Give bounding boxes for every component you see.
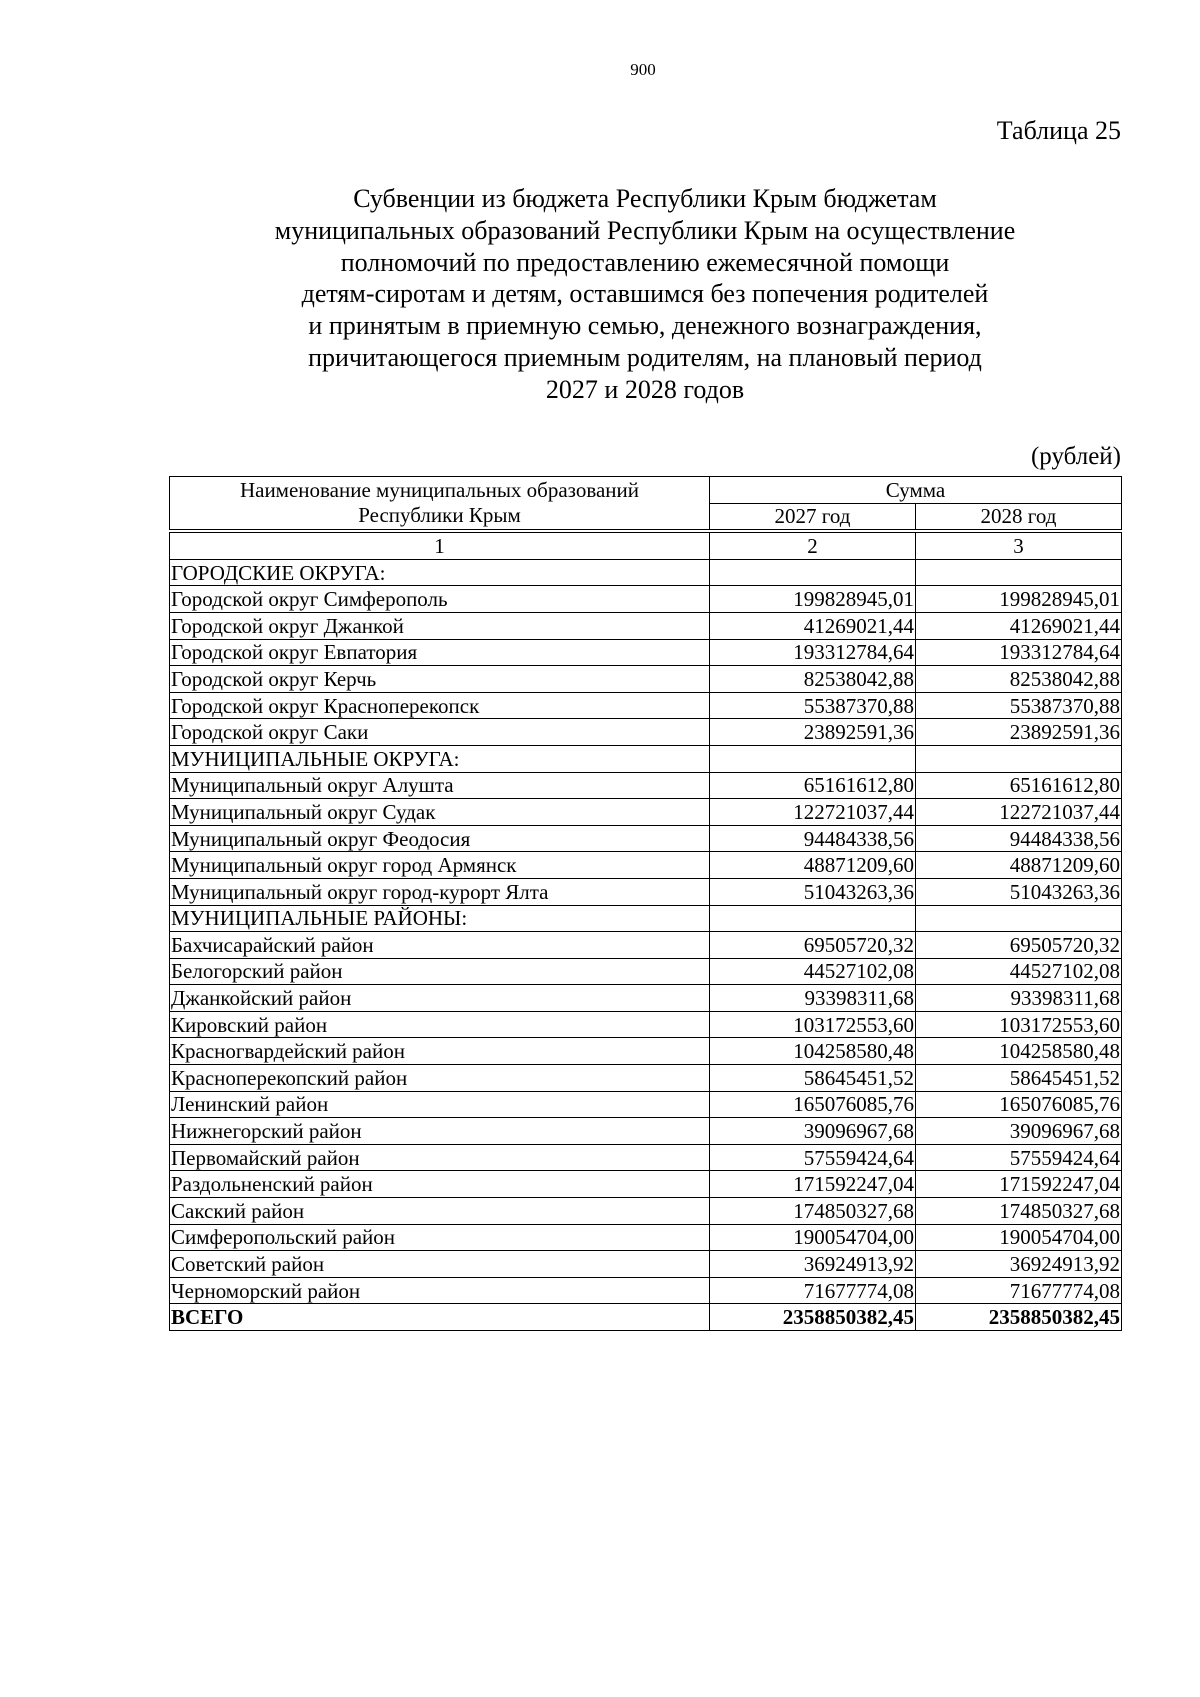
table-row [170, 1251, 1122, 1278]
table-row [170, 825, 1122, 852]
amount-2027: 41269021,44 [710, 612, 916, 639]
table-row [170, 878, 1122, 905]
total-row [170, 1304, 1122, 1331]
header-2027: 2027 год [710, 503, 916, 530]
municipality-name: Сакский район [170, 1198, 710, 1225]
amount-2028: 71677774,08 [916, 1277, 1122, 1304]
amount-2027: 23892591,36 [710, 719, 916, 746]
amount-2028: 39096967,68 [916, 1118, 1122, 1145]
header-name [170, 477, 710, 530]
amount-2028: 171592247,04 [916, 1171, 1122, 1198]
amount-2028 [916, 905, 1122, 932]
amount-2028: 23892591,36 [916, 719, 1122, 746]
header-row [170, 477, 1122, 504]
municipality-name: ВСЕГО [170, 1304, 710, 1331]
amount-2027: 69505720,32 [710, 932, 916, 959]
amount-2028: 93398311,68 [916, 985, 1122, 1012]
municipality-name: Симферопольский район [170, 1224, 710, 1251]
title-line: 2027 и 2028 годов [545, 374, 745, 404]
municipality-name: Бахчисарайский район [170, 932, 710, 959]
table-row [170, 745, 1122, 772]
table-row [170, 1144, 1122, 1171]
amount-2027: 193312784,64 [710, 639, 916, 666]
table-row [170, 692, 1122, 719]
amount-2028: 44527102,08 [916, 958, 1122, 985]
municipality-name: Городской округ Керчь [170, 666, 710, 693]
table-row [170, 1224, 1122, 1251]
header-name-line: Республики Крым [358, 503, 521, 528]
amount-2027: 174850327,68 [710, 1198, 916, 1225]
amount-2027: 51043263,36 [710, 878, 916, 905]
amount-2028: 55387370,88 [916, 692, 1122, 719]
amount-2028: 51043263,36 [916, 878, 1122, 905]
table-row [170, 1038, 1122, 1065]
amount-2028: 190054704,00 [916, 1224, 1122, 1251]
amount-2027 [710, 559, 916, 586]
amount-2028: 2358850382,45 [916, 1304, 1122, 1331]
municipality-name: Ленинский район [170, 1091, 710, 1118]
amount-2027: 122721037,44 [710, 799, 916, 826]
amount-2028: 82538042,88 [916, 666, 1122, 693]
table-row [170, 559, 1122, 586]
unit-label: (рублей) [1030, 443, 1121, 470]
municipality-name: Черноморский район [170, 1277, 710, 1304]
amount-2027: 165076085,76 [710, 1091, 916, 1118]
table-row [170, 958, 1122, 985]
municipality-name: Кировский район [170, 1011, 710, 1038]
amount-2028: 199828945,01 [916, 586, 1122, 613]
table-row [170, 985, 1122, 1012]
amount-2027: 44527102,08 [710, 958, 916, 985]
amount-2027: 104258580,48 [710, 1038, 916, 1065]
amount-2027 [710, 745, 916, 772]
amount-2028: 122721037,44 [916, 799, 1122, 826]
amount-2027: 2358850382,45 [710, 1304, 916, 1331]
amount-2028 [916, 559, 1122, 586]
municipality-name: Муниципальный округ город-курорт Ялта [170, 878, 710, 905]
amount-2027: 103172553,60 [710, 1011, 916, 1038]
municipality-name: Городской округ Симферополь [170, 586, 710, 613]
table-row [170, 799, 1122, 826]
amount-2028: 103172553,60 [916, 1011, 1122, 1038]
col-number: 3 [916, 533, 1122, 560]
amount-2028: 69505720,32 [916, 932, 1122, 959]
table-row [170, 1091, 1122, 1118]
municipality-name: Городской округ Красноперекопск [170, 692, 710, 719]
title-line: полномочий по предоставлению ежемесячной помощи [340, 247, 950, 277]
table-row [170, 905, 1122, 932]
document-title [169, 183, 1121, 406]
amount-2027: 57559424,64 [710, 1144, 916, 1171]
municipality-name: Муниципальный округ Алушта [170, 772, 710, 799]
table-row [170, 852, 1122, 879]
amount-2027: 71677774,08 [710, 1277, 916, 1304]
municipality-name: Первомайский район [170, 1144, 710, 1171]
amount-2027: 48871209,60 [710, 852, 916, 879]
municipality-name: Раздольненский район [170, 1171, 710, 1198]
municipality-name: Белогорский район [170, 958, 710, 985]
municipality-name: Городской округ Джанкой [170, 612, 710, 639]
table-row [170, 932, 1122, 959]
amount-2028: 104258580,48 [916, 1038, 1122, 1065]
municipality-name: Красноперекопский район [170, 1065, 710, 1092]
amount-2027: 93398311,68 [710, 985, 916, 1012]
amount-2027: 94484338,56 [710, 825, 916, 852]
amount-2028: 193312784,64 [916, 639, 1122, 666]
subventions-table [169, 476, 1122, 1331]
col-number: 2 [710, 533, 916, 560]
table-row [170, 772, 1122, 799]
amount-2027: 36924913,92 [710, 1251, 916, 1278]
municipality-name: МУНИЦИПАЛЬНЫЕ ОКРУГА: [170, 745, 710, 772]
amount-2027: 171592247,04 [710, 1171, 916, 1198]
municipality-name: Муниципальный округ Феодосия [170, 825, 710, 852]
amount-2028: 57559424,64 [916, 1144, 1122, 1171]
amount-2028: 41269021,44 [916, 612, 1122, 639]
page-number: 900 [630, 60, 656, 79]
table-row [170, 719, 1122, 746]
amount-2027 [710, 905, 916, 932]
header-2028: 2028 год [916, 503, 1122, 530]
amount-2027: 82538042,88 [710, 666, 916, 693]
table-row [170, 612, 1122, 639]
amount-2028: 48871209,60 [916, 852, 1122, 879]
municipality-name: Муниципальный округ Судак [170, 799, 710, 826]
table-row [170, 1011, 1122, 1038]
amount-2028: 174850327,68 [916, 1198, 1122, 1225]
amount-2027: 190054704,00 [710, 1224, 916, 1251]
amount-2028: 94484338,56 [916, 825, 1122, 852]
title-line: и принятым в приемную семью, денежного вознаграждения, [308, 311, 982, 341]
table-row [170, 586, 1122, 613]
header-name-line: Наименование муниципальных образований [239, 478, 640, 503]
amount-2028: 65161612,80 [916, 772, 1122, 799]
amount-2028 [916, 745, 1122, 772]
table-row [170, 639, 1122, 666]
amount-2028: 165076085,76 [916, 1091, 1122, 1118]
municipality-name: Советский район [170, 1251, 710, 1278]
title-line: детям-сиротам и детям, оставшимся без попечения родителей [301, 279, 989, 309]
title-line: причитающегося приемным родителям, на плановый период [308, 342, 982, 372]
municipality-name: Муниципальный округ город Армянск [170, 852, 710, 879]
table-row [170, 1277, 1122, 1304]
table-row [170, 1198, 1122, 1225]
amount-2027: 39096967,68 [710, 1118, 916, 1145]
amount-2028: 36924913,92 [916, 1251, 1122, 1278]
municipality-name: Городской округ Саки [170, 719, 710, 746]
header-sum: Сумма [710, 477, 1122, 504]
municipality-name: ГОРОДСКИЕ ОКРУГА: [170, 559, 710, 586]
title-line: Субвенции из бюджета Республики Крым бюджетам [353, 184, 937, 213]
table-row [170, 1171, 1122, 1198]
municipality-name: Джанкойский район [170, 985, 710, 1012]
title-line: муниципальных образований Республики Крым на осуществление [274, 215, 1016, 245]
municipality-name: Городской округ Евпатория [170, 639, 710, 666]
table-number: Таблица 25 [996, 116, 1121, 145]
column-number-row [170, 533, 1122, 560]
table-row [170, 666, 1122, 693]
amount-2027: 199828945,01 [710, 586, 916, 613]
amount-2027: 65161612,80 [710, 772, 916, 799]
amount-2027: 55387370,88 [710, 692, 916, 719]
municipality-name: Нижнегорский район [170, 1118, 710, 1145]
municipality-name: Красногвардейский район [170, 1038, 710, 1065]
amount-2028: 58645451,52 [916, 1065, 1122, 1092]
col-number: 1 [170, 533, 710, 560]
municipality-name: МУНИЦИПАЛЬНЫЕ РАЙОНЫ: [170, 905, 710, 932]
table-row [170, 1065, 1122, 1092]
table-row [170, 1118, 1122, 1145]
amount-2027: 58645451,52 [710, 1065, 916, 1092]
